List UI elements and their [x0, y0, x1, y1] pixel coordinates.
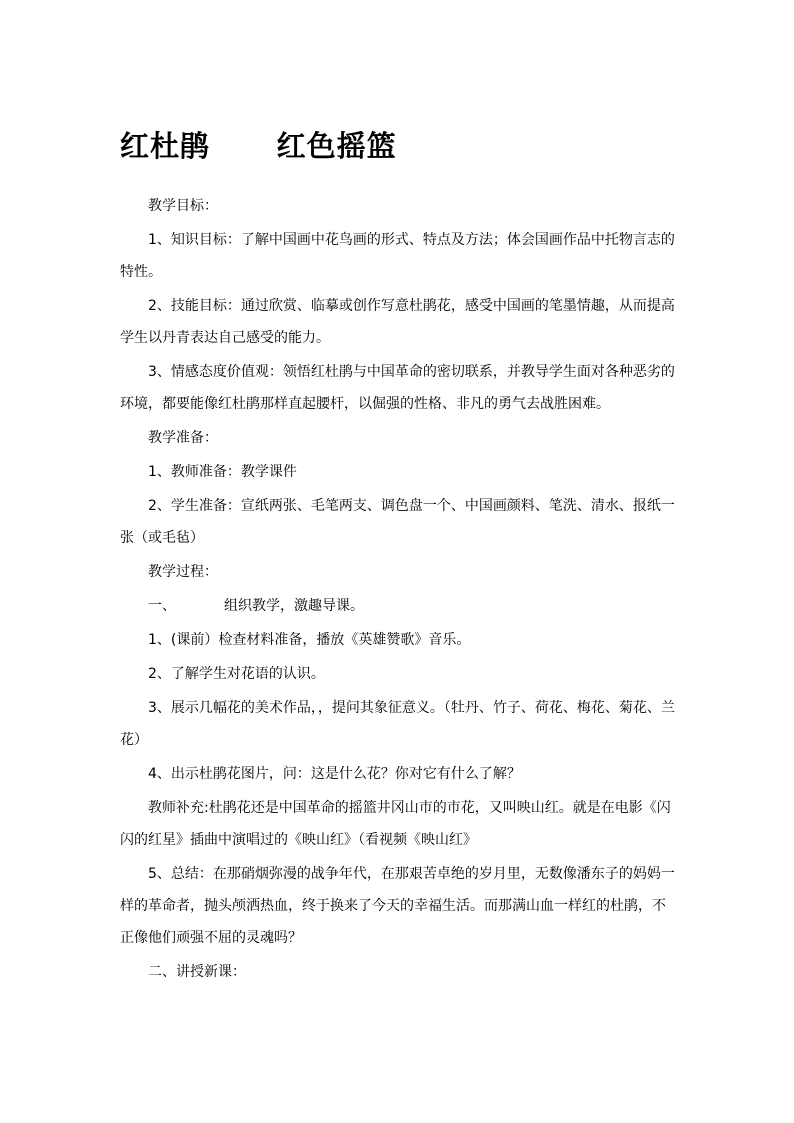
paragraph-student-preparation: 2、学生准备：宣纸两张、毛笔两支、调色盘一个、中国画颜料、笔洗、清水、报纸一张（或毛毡） [120, 498, 675, 546]
paragraph-preparation-heading: 教学准备： [148, 430, 218, 446]
paragraph-knowledge-goal: 1、知识目标：了解中国画中花鸟画的形式、特点及方法；体会国画作品中托物言志的特性。 [120, 232, 675, 280]
section-one-number: 一、 [148, 598, 176, 614]
paragraph-teacher-supplement: 教师补充:杜鹃花还是中国革命的摇篮井冈山市的市花，又叫映山红。就是在电影《闪闪的红星》插曲中演唱过的《映山红》（看视频《映山红》 [120, 800, 671, 848]
paragraph-section-one [120, 590, 676, 622]
section-one-text: 组织教学，激趣导课。 [224, 598, 364, 614]
paragraph-step-4: 4、出示杜鹃花图片，问：这是什么花？你对它有什么了解？ [148, 766, 521, 782]
paragraph-emotion-goal: 3、情感态度价值观：领悟红杜鹃与中国革命的密切联系，并教导学生面对各种恶劣的环境，都要能像红杜鹃那样直起腰杆，以倔强的性格、非凡的勇气去战胜困难。 [120, 364, 675, 412]
document-body [120, 190, 676, 990]
paragraph-step-5-summary: 5、总结：在那硝烟弥漫的战争年代，在那艰苦卓绝的岁月里，无数像潘东子的妈妈一样的革命者，抛头颅洒热血，终于换来了今天的幸福生活。而那满山血一样红的杜鹃，不正像他们顽强不屈的灵魂吗？ [120, 866, 675, 946]
document-title: 红杜鹃 红色摇篮 [120, 129, 397, 163]
paragraph-step-1: 1、(课前）检查材料准备，播放《英雄赞歌》音乐。 [148, 632, 471, 648]
paragraph-step-2: 2、了解学生对花语的认识。 [148, 666, 325, 682]
paragraph-teacher-preparation: 1、教师准备：教学课件 [148, 464, 297, 480]
paragraph-skill-goal: 2、技能目标：通过欣赏、临摹或创作写意杜鹃花，感受中国画的笔墨情趣，从而提高学生以丹青表达自己感受的能力。 [120, 298, 675, 346]
paragraph-step-3: 3、展示几幅花的美术作品，，提问其象征意义。（牡丹、竹子、荷花、梅花、菊花、兰花） [120, 700, 675, 748]
paragraph-section-two-heading: 二、讲授新课： [148, 964, 246, 980]
paragraph-teaching-goals-heading: 教学目标： [148, 198, 218, 214]
paragraph-process-heading: 教学过程： [148, 564, 218, 580]
